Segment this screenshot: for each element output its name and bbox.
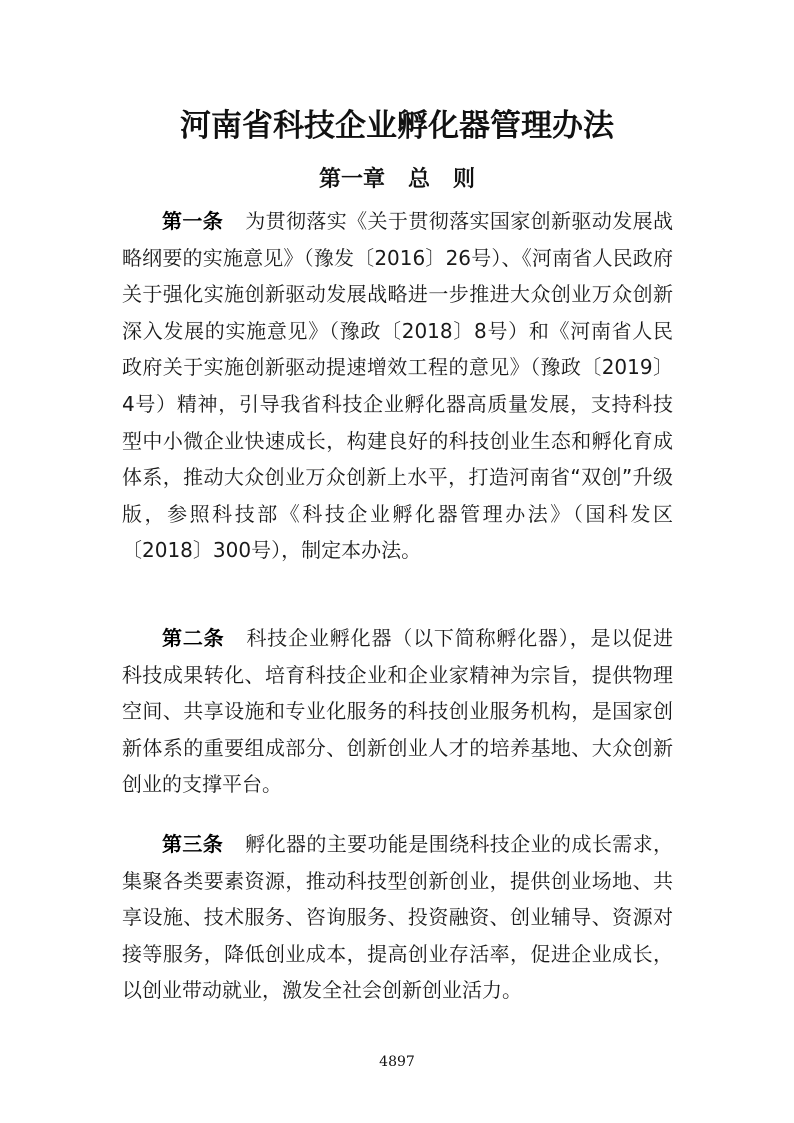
article-paragraph bbox=[122, 826, 673, 1009]
article-second bbox=[122, 620, 673, 803]
article-text: 为贯彻落实《关于贯彻落实国家创新驱动发展战略纲要的实施意见》（豫发〔2016〕26号）、《河南省人民政府关于强化实施创新驱动发展战略进一步推进大众创业万众创新深入发展的实施意见》（豫政〔2018〕8号）和《河南省人民政府关于实施创新驱动提速增效工程的意见》（豫政〔2019〕4号）精神，引导我省科技企业孵化器高质量发展，支持科技型中小微企业快速成长，构建良好的科技创业生态和孵化育成体系，推动大众创业万众创新上水平，打造河南省“双创”升级版，参照科技部《科技企业孵化器管理办法》（国科发区〔2018〕300号），制定本办法。 bbox=[122, 209, 674, 563]
article-third bbox=[122, 826, 673, 1009]
article-label: 第二条 bbox=[162, 626, 225, 650]
document-title: 河南省科技企业孵化器管理办法 bbox=[180, 108, 614, 144]
article-paragraph bbox=[122, 620, 673, 803]
article-text: 科技企业孵化器（以下简称孵化器），是以促进科技成果转化、培育科技企业和企业家精神为宗旨，提供物理空间、共享设施和专业化服务的科技创业服务机构，是国家创新体系的重要组成部分、创新创业人才的培养基地、大众创新创业的支撑平台。 bbox=[122, 626, 674, 797]
article-first bbox=[122, 203, 673, 569]
article-text: 孵化器的主要功能是围绕科技企业的成长需求，集聚各类要素资源，推动科技型创新创业，提供创业场地、共享设施、技术服务、咨询服务、投资融资、创业辅导、资源对接等服务，降低创业成本，提高创业存活率，促进企业成长，以创业带动就业，激发全社会创新创业活力。 bbox=[122, 832, 674, 1003]
page-number: 4897 bbox=[379, 1054, 415, 1070]
article-label: 第三条 bbox=[162, 832, 224, 856]
chapter-title: 第一章 总 则 bbox=[319, 167, 475, 192]
article-label: 第一条 bbox=[162, 209, 224, 233]
article-paragraph bbox=[122, 203, 673, 569]
